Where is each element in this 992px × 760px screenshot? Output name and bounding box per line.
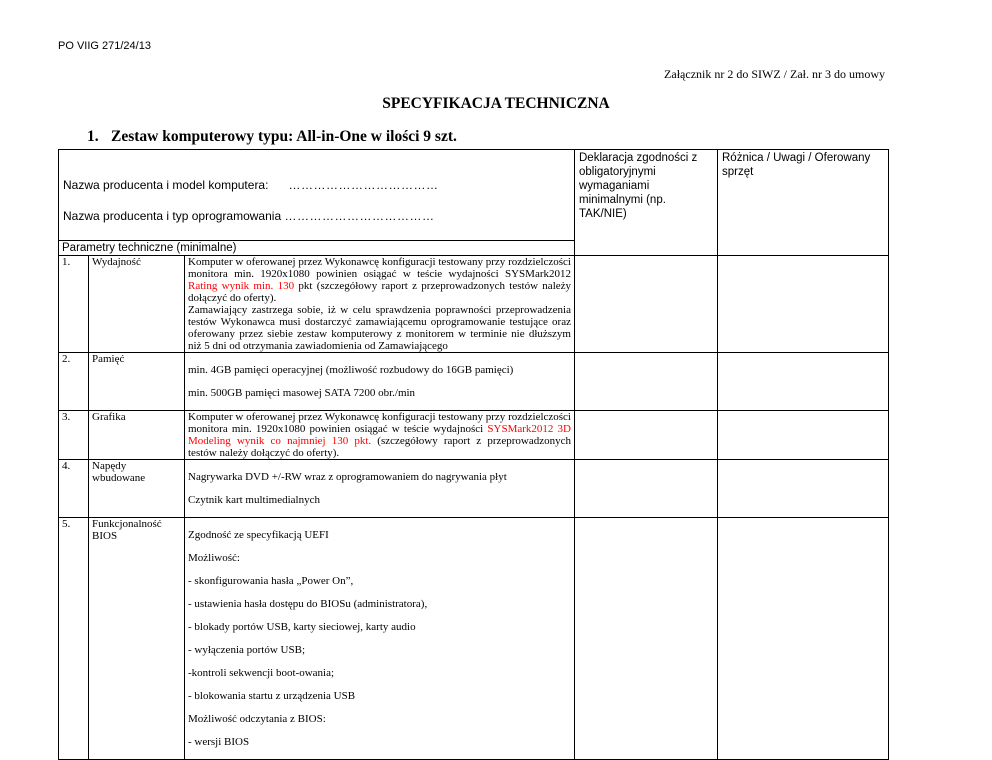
- declaration-cell[interactable]: [575, 256, 718, 353]
- row-description: [185, 256, 575, 353]
- description-text: Komputer w oferowanej przez Wykonawcę konfiguracji testowany przy rozdzielczości monitora min. 1920x1080 powinien osiągać w teście wydajności SYSMark2012 3D Modeling wynik co najmniej 130 pkt. (szczegółowy raport z przeprowadzonych testów należy dołączyć do oferty).: [188, 411, 572, 459]
- declaration-cell[interactable]: [575, 353, 718, 411]
- section-heading: [87, 128, 457, 146]
- description-text: - blokady portów USB, karty sieciowej, karty audio: [188, 621, 416, 633]
- description-text: - ustawienia hasła dostępu do BIOSu (administratora),: [188, 598, 428, 610]
- row-parameter: Pamięć: [89, 353, 185, 411]
- description-text: - wersji BIOS: [188, 736, 250, 748]
- table-row: [59, 460, 889, 518]
- remarks-cell[interactable]: [718, 256, 889, 353]
- row-parameter: Napędy wbudowane: [89, 460, 185, 518]
- remarks-cell[interactable]: [718, 411, 889, 460]
- description-text: - skonfigurowania hasła „Power On”,: [188, 575, 354, 587]
- row-number: 4.: [59, 460, 89, 518]
- row-parameter: Wydajność: [89, 256, 185, 353]
- row-number: 2.: [59, 353, 89, 411]
- table-header-row: [59, 150, 889, 241]
- section-heading-text: Zestaw komputerowy typu: All-in-One w ilości 9 szt.: [111, 128, 457, 145]
- producer-info-cell: [59, 150, 575, 241]
- declaration-column-header: Deklaracja zgodności z obligatoryjnymi wymaganiami minimalnymi (np. TAK/NIE): [575, 150, 718, 256]
- specification-table: [58, 149, 889, 760]
- remarks-cell[interactable]: [718, 353, 889, 411]
- highlighted-requirement: Rating wynik min. 130: [188, 280, 295, 292]
- row-number: 1.: [59, 256, 89, 353]
- declaration-cell[interactable]: [575, 411, 718, 460]
- table-row: [59, 411, 889, 460]
- description-text: Czytnik kart multimedialnych: [188, 494, 320, 506]
- producer-software-label: Nazwa producenta i typ oprogramowania: [63, 209, 282, 223]
- remarks-cell[interactable]: [718, 518, 889, 760]
- table-row: [59, 256, 889, 353]
- row-description: [185, 411, 575, 460]
- description-text: min. 4GB pamięci operacyjnej (możliwość rozbudowy do 16GB pamięci): [188, 364, 514, 376]
- row-number: 5.: [59, 518, 89, 760]
- description-text: Możliwość:: [188, 552, 240, 564]
- row-parameter: Grafika: [89, 411, 185, 460]
- row-description: [185, 460, 575, 518]
- page-title: SPECYFIKACJA TECHNICZNA: [382, 95, 610, 112]
- remarks-cell[interactable]: [718, 460, 889, 518]
- params-header: Parametry techniczne (minimalne): [59, 241, 575, 256]
- row-parameter: Funkcjonalność BIOS: [89, 518, 185, 760]
- table-row: [59, 353, 889, 411]
- producer-model-line: [63, 179, 570, 191]
- section-number: 1.: [87, 128, 99, 145]
- declaration-cell[interactable]: [575, 518, 718, 760]
- highlighted-requirement: SYSMark2012 3D Modeling wynik co najmniej 130 pkt.: [188, 423, 572, 447]
- description-text: min. 500GB pamięci masowej SATA 7200 obr./min: [188, 387, 416, 399]
- description-text: Możliwość odczytania z BIOS:: [188, 713, 326, 725]
- description-text: Zamawiający zastrzega sobie, iż w celu sprawdzenia poprawności przeprowadzenia testów Wykonawca musi dostarczyć zamawiającemu oprogramowanie testujące oraz oferowany przez siebie zestaw komputerowy z monitorem w terminie nie dłuższym niż 5 dni od otrzymania zawiadomienia od Zamawiającego: [188, 304, 571, 352]
- row-description: [185, 518, 575, 760]
- row-description: [185, 353, 575, 411]
- producer-software-line: [63, 210, 570, 222]
- producer-model-field[interactable]: ………………………………: [288, 178, 439, 192]
- table-row: [59, 518, 889, 760]
- description-text: -kontroli sekwencji boot-owania;: [188, 667, 335, 679]
- declaration-cell[interactable]: [575, 460, 718, 518]
- remarks-column-header: Różnica / Uwagi / Oferowany sprzęt: [718, 150, 889, 256]
- document-reference: PO VIIG 271/24/13: [58, 40, 151, 52]
- row-number: 3.: [59, 411, 89, 460]
- description-text: Komputer w oferowanej przez Wykonawcę konfiguracji testowany przy rozdzielczości monitora min. 1920x1080 powinien osiągać w teście wydajności SYSMark2012 Rating wynik min. 130 pkt (szczegółowy raport z przeprowadzonych testów należy dołączyć do oferty).: [188, 256, 572, 304]
- description-text: - wyłączenia portów USB;: [188, 644, 305, 656]
- producer-model-label: Nazwa producenta i model komputera:: [63, 178, 269, 192]
- description-text: Zgodność ze specyfikacją UEFI: [188, 529, 329, 541]
- description-text: - blokowania startu z urządzenia USB: [188, 690, 356, 702]
- annex-label: Załącznik nr 2 do SIWZ / Zał. nr 3 do umowy: [664, 67, 885, 81]
- description-text: Nagrywarka DVD +/-RW wraz z oprogramowaniem do nagrywania płyt: [188, 471, 507, 483]
- producer-software-field[interactable]: ………………………………: [284, 209, 435, 223]
